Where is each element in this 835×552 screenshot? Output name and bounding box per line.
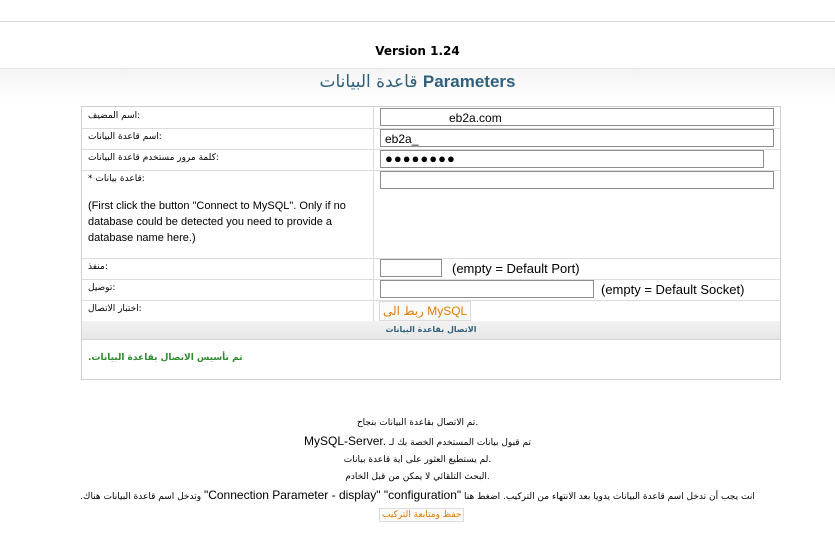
message-line-2-text: تم قبول بيانات المستخدم الخصة بك لـ — [388, 438, 531, 448]
port-hint: (empty = Default Port) — [452, 261, 580, 276]
host-label: :اسم المضيف — [88, 111, 141, 121]
database-label: :قاعدة بيانات * — [88, 174, 145, 184]
connection-status: .تم تأسيس الاتصال بقاعدة البيانات — [88, 353, 243, 363]
message-line-2-server: MySQL-Server. — [304, 434, 387, 448]
database-hint: (First click the button "Connect to MySQL". Only if no database could be detected you need to provide a database name here.) — [88, 200, 346, 244]
message-line-5-params: "Connection Parameter - display" "configuration" — [203, 488, 462, 502]
socket-hint: (empty = Default Socket) — [601, 282, 745, 297]
top-divider — [0, 21, 835, 22]
socket-row — [82, 279, 780, 301]
message-line-3: لم يستطيع العثور على اية قاعدة بيانات. — [343, 455, 492, 465]
password-input[interactable]: ●●●●●●●● — [380, 150, 764, 168]
socket-input[interactable] — [380, 280, 594, 298]
connection-section-heading: الاتصال بقاعدة البيانات — [82, 321, 780, 340]
dbname-label: :اسم قاعدة البيانات — [88, 132, 162, 142]
port-label: :منفذ — [88, 262, 108, 272]
dbname-row — [82, 128, 780, 150]
page-title-english: Parameters — [422, 72, 516, 91]
message-line-5 — [0, 488, 835, 502]
save-continue-button[interactable]: حفظ ومتابعة التركيب — [379, 508, 464, 522]
port-input[interactable] — [380, 259, 442, 277]
message-line-5-start: .وتدخل اسم قاعدة البيانات هناك — [80, 492, 202, 502]
host-input[interactable]: eb2a.com — [380, 108, 774, 126]
dbname-input[interactable]: eb2a_ — [380, 129, 774, 147]
host-row — [82, 107, 780, 129]
version-label: Version 1.24 — [375, 44, 460, 58]
message-line-1: تم الاتصال بقاعدة البيانات بنجاح. — [356, 418, 479, 428]
password-label: :كلمة مرور مستخدم قاعدة البيانات — [88, 153, 219, 163]
database-row — [82, 170, 780, 259]
socket-label: :توصيل — [88, 283, 116, 293]
test-label: :اختبار الاتصال — [88, 304, 142, 314]
message-line-5-end: انت يجب أن تدخل اسم قاعدة البيانات يدويا بعد الانتهاء من التركيب. اضغط هنا — [464, 492, 755, 502]
port-row — [82, 258, 780, 280]
database-input[interactable] — [380, 171, 774, 189]
message-line-4: البحث التلقائي لا يمكن من قبل الخادم. — [345, 472, 490, 482]
parameters-table — [81, 106, 781, 380]
connect-mysql-button[interactable]: ربط الى MySQL — [379, 301, 471, 321]
message-line-2 — [0, 434, 835, 448]
page-title — [0, 72, 835, 92]
password-row — [82, 149, 780, 171]
test-row — [82, 300, 780, 321]
page-title-arabic: قاعدة البيانات — [319, 72, 418, 92]
